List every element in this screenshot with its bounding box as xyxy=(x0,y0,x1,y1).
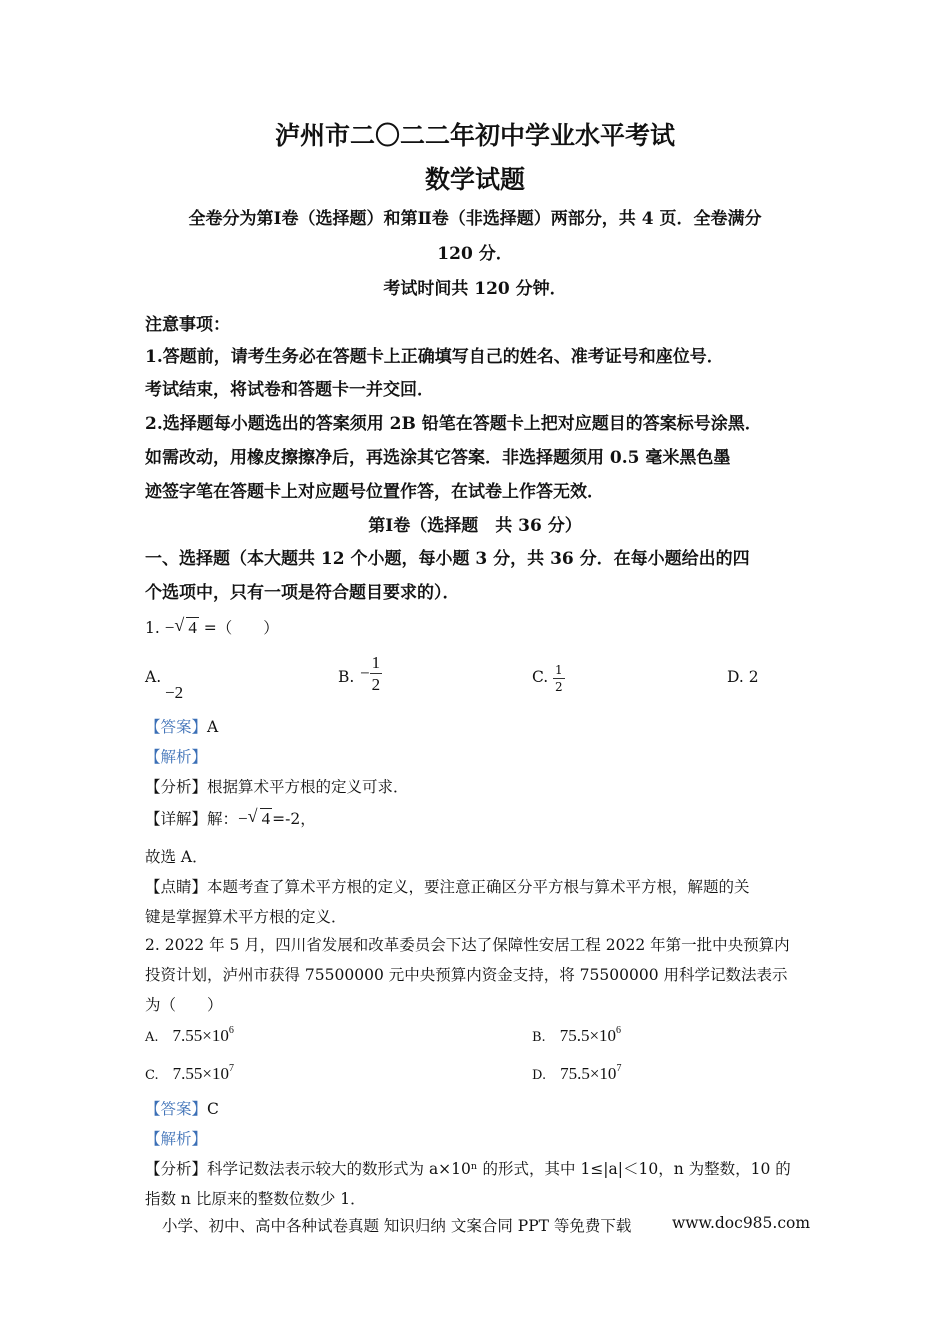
q1-option-b xyxy=(338,668,354,686)
notice-line: 2.选择题每小题选出的答案须用 2B 铅笔在答题卡上把对应题目的答案标号涂黑． xyxy=(145,414,762,434)
comment-tag: 【点睛】 xyxy=(145,878,208,896)
option-label: B. xyxy=(338,668,355,686)
q1-option-c xyxy=(532,668,548,686)
q1-analysis-tag: 【解析】 xyxy=(145,748,208,766)
q2-stem-line-2: 投资计划，泸州市获得 75500000 元中央预算内资金支持，将 75500000 用科学记数法表示 xyxy=(145,966,788,984)
fraction-denominator: 2 xyxy=(371,675,381,694)
option-b-minus: − xyxy=(360,663,370,683)
answer-value: C xyxy=(207,1100,219,1118)
q2-stem-line-3: 为（ ） xyxy=(145,996,223,1014)
q1-comment-line-1 xyxy=(145,875,750,897)
detail-minus: − xyxy=(238,809,248,828)
notice-line: 考试结束，将试卷和答题卡一并交回． xyxy=(145,380,434,400)
notice-line: 1.答题前，请考生务必在答题卡上正确填写自己的姓名、准考证号和座位号． xyxy=(145,347,724,367)
q1-radicand: 4 xyxy=(188,618,197,637)
q1-conclusion: 故选 A． xyxy=(145,848,208,866)
q2-option-c xyxy=(145,1063,234,1084)
fraction-numerator: 1 xyxy=(555,663,563,677)
q1-option-d xyxy=(727,668,759,686)
option-base: 7.55×10 xyxy=(172,1064,229,1083)
detail-post: =-2， xyxy=(272,810,316,828)
option-exponent: 6 xyxy=(228,1025,234,1036)
fenxi-text: 科学记数法表示较大的数形式为 a×10ⁿ 的形式，其中 1≤|a|＜10，n 为整数，10 的 xyxy=(207,1160,791,1178)
q2-option-d xyxy=(532,1063,621,1084)
detail-tag: 【详解】 xyxy=(145,810,208,828)
q2-fenxi-line-1 xyxy=(145,1157,791,1179)
option-exponent: 6 xyxy=(616,1025,622,1036)
option-label: A. xyxy=(145,668,162,686)
option-label: A. xyxy=(145,1030,159,1045)
option-label: C. xyxy=(145,1068,159,1083)
intro-line-1: 全卷分为第Ⅰ卷（选择题）和第Ⅱ卷（非选择题）两部分，共 4 页．全卷满分 xyxy=(188,209,762,229)
comment-text: 本题考查了算术平方根的定义，要注意正确区分平方根与算术平方根，解题的关 xyxy=(207,878,750,896)
q1-detail xyxy=(145,807,316,829)
answer-tag: 【答案】 xyxy=(145,1100,208,1118)
fraction-numerator: 1 xyxy=(371,653,381,672)
q2-option-b xyxy=(532,1025,621,1046)
q2-stem-line-1: 2. 2022 年 5 月，四川省发展和改革委员会下达了保障性安居工程 2022 年第一批中央预算内 xyxy=(145,936,790,954)
footer-link[interactable]: www.doc985.com xyxy=(672,1214,811,1232)
fraction-denominator: 2 xyxy=(555,680,563,694)
detail-sqrt xyxy=(247,806,273,829)
page-title: 泸州市二〇二二年初中学业水平考试 xyxy=(274,121,675,150)
option-label: C. xyxy=(532,668,549,686)
section-instruction-line-1: 一、选择题（本大题共 12 个小题，每小题 3 分，共 36 分．在每小题给出的四 xyxy=(145,549,750,569)
fenxi-tag: 【分析】 xyxy=(145,778,208,796)
option-base: 75.5×10 xyxy=(560,1064,617,1083)
notice-line: 迹签字笔在答题卡上对应题号位置作答，在试卷上作答无效． xyxy=(145,482,604,502)
q1-option-c-value xyxy=(553,664,565,693)
sqrt-icon: √ xyxy=(247,806,258,826)
part1-heading: 第Ⅰ卷（选择题 共 36 分） xyxy=(368,516,582,536)
q1-stem xyxy=(145,616,279,638)
answer-value: A xyxy=(207,718,219,736)
option-exponent: 7 xyxy=(616,1063,622,1074)
option-label: D. xyxy=(532,1068,547,1083)
fenxi-text: 根据算术平方根的定义可求． xyxy=(207,778,409,796)
footer-text: 小学、初中、高中各种试卷真题 知识归纳 文案合同 PPT 等免费下载 xyxy=(162,1217,632,1235)
q1-equals: =（ ） xyxy=(203,619,279,637)
q2-fenxi-line-2: 指数 n 比原来的整数位数少 1． xyxy=(145,1190,366,1208)
option-exponent: 7 xyxy=(228,1063,234,1074)
q2-analysis-tag: 【解析】 xyxy=(145,1130,208,1148)
notice-line: 如需改动，用橡皮擦擦净后，再选涂其它答案．非选择题须用 0.5 毫米黑色墨 xyxy=(145,448,731,468)
q1-fenxi xyxy=(145,775,409,797)
answer-tag: 【答案】 xyxy=(145,718,208,736)
option-base: 7.55×10 xyxy=(172,1026,229,1045)
option-label: D. xyxy=(727,668,744,686)
fenxi-tag: 【分析】 xyxy=(145,1160,208,1178)
q1-option-a xyxy=(145,668,161,686)
detail-pre: 解： xyxy=(207,810,239,828)
option-value: 2 xyxy=(748,668,759,686)
q1-answer xyxy=(145,715,218,737)
detail-radicand: 4 xyxy=(261,809,271,828)
option-base: 75.5×10 xyxy=(559,1026,617,1045)
sqrt-icon: √ xyxy=(174,615,185,635)
notice-heading: 注意事项： xyxy=(145,315,230,335)
q1-option-b-value xyxy=(360,654,382,693)
section-instruction-line-2: 个选项中，只有一项是符合题目要求的）． xyxy=(145,583,460,603)
q1-option-a-value: −2 xyxy=(165,683,184,702)
intro-line-3: 考试时间共 120 分钟． xyxy=(383,279,567,299)
q2-answer xyxy=(145,1097,219,1119)
q1-comment-line-2: 键是掌握算术平方根的定义． xyxy=(145,908,347,926)
page-subtitle: 数学试题 xyxy=(424,165,525,194)
intro-line-2: 120 分． xyxy=(437,244,513,264)
q2-option-a xyxy=(145,1025,234,1046)
q1-minus: − xyxy=(164,618,175,637)
option-label: B. xyxy=(532,1030,546,1045)
q1-number: 1. xyxy=(145,619,160,637)
q1-sqrt xyxy=(174,615,199,638)
